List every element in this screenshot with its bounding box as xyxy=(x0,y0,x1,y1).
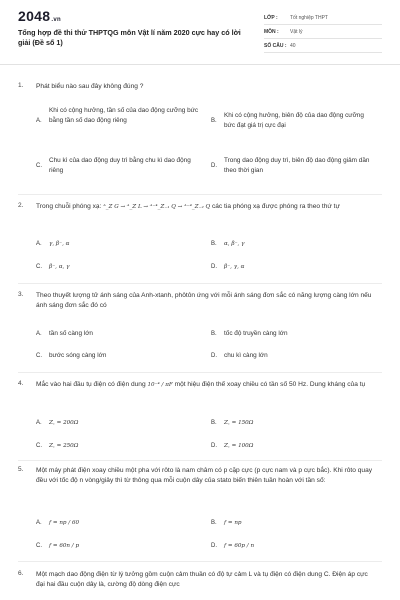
question-divider xyxy=(18,460,382,461)
option-text: Z꜀ = 150Ω xyxy=(224,420,254,426)
question-divider xyxy=(18,372,382,373)
option-letter: D. xyxy=(211,543,217,549)
option-text: tốc độ truyền càng lớn xyxy=(224,330,288,337)
meta-value: 40 xyxy=(290,42,296,49)
question-text-start: Trong chuỗi phóng xạ: xyxy=(36,203,102,210)
site-logo[interactable]: 2048.vn xyxy=(18,8,61,24)
option-text: chu kì càng lớn xyxy=(224,352,268,359)
option-text: γ, β⁻, α xyxy=(49,241,70,247)
option-letter: A. xyxy=(36,420,42,426)
question-number: 6. xyxy=(18,570,24,577)
question-number: 5. xyxy=(18,466,24,473)
option-letter: D. xyxy=(211,264,217,270)
option-letter: C. xyxy=(36,443,42,449)
option-letter: D. xyxy=(211,163,217,169)
question-divider xyxy=(18,283,382,284)
question-text: Một mạch dao động điện từ lý tưởng gồm cuộn cảm thuần có độ tự cảm L và tụ điện có điện dung C. Điện áp cực đại hai đầu cuộn dây là, cường độ dòng điện cực xyxy=(36,571,368,588)
exam-meta xyxy=(264,11,382,53)
option-text: β⁻, γ, α xyxy=(224,264,245,270)
header-divider xyxy=(0,64,400,65)
meta-row-question-count xyxy=(264,39,382,53)
header xyxy=(18,8,382,60)
meta-value: Vật lý xyxy=(290,28,303,35)
question-divider xyxy=(18,194,382,195)
question-text: Phát biểu nào sau đây không đúng ? xyxy=(36,83,144,90)
option-text: f = np xyxy=(224,520,242,526)
option-letter: A. xyxy=(36,241,42,247)
option-letter: B. xyxy=(211,520,217,526)
option-letter: A. xyxy=(36,520,42,526)
option-text: Z꜀ = 200Ω xyxy=(49,420,79,426)
option-letter: A. xyxy=(36,331,42,337)
question-text-end: một hiệu điện thế xoay chiều có tần số 50 Hz. Dung kháng của tụ xyxy=(174,381,366,388)
option-text: Chu kì của dao động duy trì bằng chu kì dao động riêng xyxy=(49,157,191,174)
option-letter: D. xyxy=(211,353,217,359)
option-letter: B. xyxy=(211,118,217,124)
option-text: α, β⁻, γ xyxy=(224,241,245,247)
decay-chain-formula: ᴬ_Z G → ᴬ_Z L → ᴬ⁻⁴_Z₋₁ Q → ᴬ⁻⁴_Z₋₂ Q xyxy=(103,204,211,210)
option-letter: B. xyxy=(211,331,217,337)
capacitance-formula: 10⁻⁴ / πF xyxy=(147,382,173,388)
option-text: Z꜀ = 250Ω xyxy=(49,443,79,449)
exam-title: Tổng hợp đề thi thử THPTQG môn Vật lí năm 2020 cực hay có lời giải (Đề số 1) xyxy=(18,28,241,47)
option-text: f = 60p / n xyxy=(224,543,255,549)
question-text-end: các tia phóng xạ được phóng ra theo thứ tự xyxy=(211,203,340,210)
option-letter: C. xyxy=(36,543,42,549)
option-text: Khi có cộng hưởng, tần số của dao động cưỡng bức bằng tần số dao động riêng xyxy=(49,107,199,124)
option-text: β⁻, α, γ xyxy=(49,264,70,270)
question-text xyxy=(36,380,376,390)
meta-key: MÔN : xyxy=(264,28,279,35)
option-letter: A. xyxy=(36,118,42,124)
question-5 xyxy=(18,466,382,554)
question-number: 4. xyxy=(18,380,24,387)
meta-row-grade xyxy=(264,11,382,25)
option-text: Khi có cộng hưởng, biên độ của dao động cưỡng bức đạt giá trị cực đại xyxy=(224,112,364,129)
question-number: 1. xyxy=(18,82,24,89)
option-text: Z꜀ = 100Ω xyxy=(224,443,254,449)
question-text xyxy=(36,202,376,212)
option-letter: B. xyxy=(211,241,217,247)
question-text-start: Mắc vào hai đầu tụ điện có điện dung xyxy=(36,381,146,388)
question-1 xyxy=(18,82,382,186)
question-6 xyxy=(18,570,382,600)
option-text: Trong dao động duy trì, biên độ dao động giảm dần theo thời gian xyxy=(224,157,370,174)
option-text: tần số càng lớn xyxy=(49,330,93,337)
question-3 xyxy=(18,291,382,367)
question-number: 2. xyxy=(18,202,24,209)
option-letter: D. xyxy=(211,443,217,449)
question-text: Một máy phát điện xoay chiều một pha với rôto là nam châm có p cặp cực (p cực nam và p cực bắc). Khi rôto quay đều với tốc độ n vòng/giây thì từ thông qua mỗi cuộn dây của stato biến thiên tuần hoàn với tần số: xyxy=(36,467,373,484)
meta-key: SỐ CÂU : xyxy=(264,42,287,49)
meta-key: LỚP : xyxy=(264,14,278,21)
option-text: f = 60n / p xyxy=(49,543,80,549)
meta-row-subject xyxy=(264,25,382,39)
option-letter: C. xyxy=(36,353,42,359)
option-letter: B. xyxy=(211,420,217,426)
option-letter: C. xyxy=(36,163,42,169)
option-text: bước sóng càng lớn xyxy=(49,352,107,359)
question-2 xyxy=(18,202,382,278)
question-number: 3. xyxy=(18,291,24,298)
option-letter: C. xyxy=(36,264,42,270)
question-4 xyxy=(18,380,382,456)
option-text: f = np / 60 xyxy=(49,520,80,526)
question-text: Theo thuyết lượng tử ánh sáng của Anh-xtanh, phôtôn ứng với mỗi ánh sáng đơn sắc có năng lượng càng lớn nếu ánh sáng đơn sắc đó có xyxy=(36,292,372,309)
meta-value: Tốt nghiệp THPT xyxy=(290,14,328,21)
question-divider xyxy=(18,561,382,562)
